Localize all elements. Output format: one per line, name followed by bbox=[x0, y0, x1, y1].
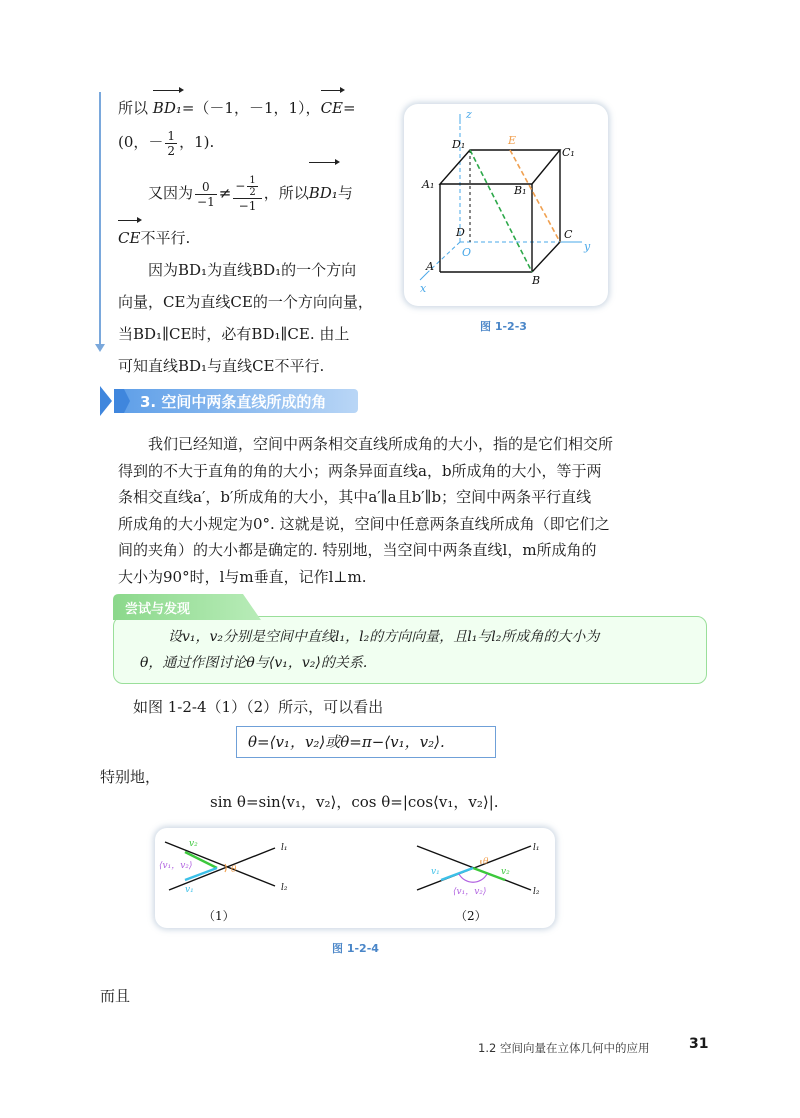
text: ，1). bbox=[179, 133, 215, 151]
text: = bbox=[343, 99, 356, 117]
section-banner bbox=[100, 386, 360, 416]
solution-line-6: 向量，CE为直线CE的一个方向向量， bbox=[118, 293, 373, 311]
label-v2: v₂ bbox=[189, 839, 198, 849]
vector-bd1: BD₁ bbox=[309, 160, 338, 222]
text: (0， bbox=[118, 133, 149, 151]
inner-fraction bbox=[247, 175, 257, 198]
text: 所以 bbox=[118, 99, 149, 117]
label-o: O bbox=[462, 246, 472, 259]
text: － bbox=[148, 133, 164, 151]
label-a: A bbox=[426, 260, 434, 273]
margin-rule bbox=[99, 92, 101, 350]
try-discover-text bbox=[140, 624, 696, 676]
label-c1: C₁ bbox=[562, 146, 575, 159]
label-angle-pair: ⟨v₁，v₂⟩ bbox=[159, 861, 193, 871]
text: ≠ bbox=[218, 184, 232, 202]
subcaption-1: （1） bbox=[203, 909, 235, 923]
label-theta: θ bbox=[483, 857, 489, 867]
label-l1: l₁ bbox=[281, 843, 288, 853]
intro-line: 如图 1-2-4（1）（2）所示，可以看出 bbox=[133, 698, 384, 716]
vector-v1 bbox=[441, 868, 473, 880]
numerator: 0 bbox=[195, 180, 217, 195]
text: − bbox=[235, 179, 246, 193]
solution-line-4 bbox=[118, 218, 403, 254]
label-l1: l₁ bbox=[533, 843, 540, 853]
tab-label: 尝试与发现 bbox=[125, 602, 191, 617]
edge-bc bbox=[532, 242, 560, 272]
paragraph-line: 间的夹角）的大小都是确定的. 特别地，当空间中两条直线l，m所成角的 bbox=[118, 541, 597, 560]
fraction-b bbox=[233, 175, 261, 213]
fraction-a bbox=[195, 180, 217, 209]
closing-line: 而且 bbox=[100, 987, 131, 1005]
paragraph-line: 所成角的大小规定为0°. 这就是说，空间中任意两条直线所成角（即它们之 bbox=[118, 514, 610, 533]
paragraph-line: 条相交直线a′，b′所成角的大小，其中a′∥a且b′∥b；空间中两条平行直线 bbox=[118, 488, 592, 507]
text: ，所以 bbox=[263, 184, 309, 202]
try-discover-tab bbox=[113, 594, 263, 620]
paragraph-line: 得到的不大于直角的角的大小；两条异面直线a，b所成角的大小，等于两 bbox=[118, 461, 602, 480]
figure-1-2-4-card bbox=[155, 828, 555, 928]
denominator: 2 bbox=[249, 187, 256, 198]
label-v2: v₂ bbox=[501, 867, 510, 877]
solution-line-2 bbox=[118, 124, 403, 160]
solution-line-1 bbox=[118, 88, 403, 124]
subcaption-2: （2） bbox=[455, 909, 487, 923]
text: 又因为 bbox=[148, 184, 194, 202]
label-l2: l₂ bbox=[281, 883, 288, 893]
denominator: −1 bbox=[238, 199, 257, 213]
text: 与 bbox=[337, 184, 353, 202]
label-theta: θ bbox=[231, 865, 237, 875]
axis-x bbox=[420, 272, 428, 280]
numerator: 1 bbox=[249, 175, 256, 186]
formula-sin-cos: sin θ=sin⟨v₁，v₂⟩，cos θ=|cos⟨v₁，v₂⟩|. bbox=[210, 793, 499, 811]
label-a1: A₁ bbox=[422, 178, 435, 191]
label-d1: D₁ bbox=[452, 138, 466, 151]
label-x: x bbox=[420, 282, 427, 295]
diagram-2 bbox=[417, 843, 540, 897]
numerator bbox=[233, 175, 261, 199]
solution-line-3 bbox=[118, 160, 403, 218]
try-line-2: θ，通过作图讨论θ与⟨v₁，v₂⟩的关系. bbox=[140, 655, 368, 671]
label-b1: B₁ bbox=[514, 184, 527, 197]
vector-bd1: BD₁ bbox=[153, 88, 182, 124]
solution-line-5: 因为BD₁为直线BD₁的一个方向 bbox=[148, 261, 357, 279]
special-line: 特别地， bbox=[100, 768, 161, 786]
figure-caption: 图 1-2-3 bbox=[480, 320, 527, 333]
label-v1: v₁ bbox=[431, 867, 440, 877]
try-line-1: 设v₁，v₂分别是空间中直线l₁，l₂的方向向量，且l₁与l₂所成角的大小为 bbox=[168, 629, 600, 645]
cube-diagram bbox=[404, 104, 608, 306]
label-z: z bbox=[466, 108, 472, 121]
angle-diagrams bbox=[155, 828, 555, 928]
label-b: B bbox=[532, 274, 541, 287]
figure-1-2-3-card bbox=[404, 104, 608, 306]
angle-pair-arc bbox=[459, 874, 487, 882]
paragraph-line: 我们已经知道，空间中两条相交直线所成角的大小，指的是它们相交所 bbox=[148, 435, 614, 453]
text: =（－1，－1，1）， bbox=[181, 99, 321, 117]
diagonal-bd1 bbox=[470, 150, 532, 272]
denominator: 2 bbox=[167, 143, 176, 158]
diagram-1 bbox=[159, 839, 288, 895]
fraction-half bbox=[165, 129, 177, 158]
label-e: E bbox=[508, 134, 517, 147]
numerator: 1 bbox=[167, 128, 176, 143]
footer-section: 1.2 空间向量在立体几何中的应用 bbox=[478, 1041, 650, 1055]
vector-ce: CE bbox=[321, 88, 343, 124]
label-y: y bbox=[584, 240, 591, 253]
label-l2: l₂ bbox=[533, 887, 540, 897]
solution-line-7: 当BD₁∥CE时，必有BD₁∥CE. 由上 bbox=[118, 325, 350, 343]
formula-theta: θ=⟨v₁，v₂⟩或θ=π−⟨v₁，v₂⟩. bbox=[248, 733, 445, 751]
label-d: D bbox=[456, 226, 465, 239]
section-title: 3. 空间中两条直线所成的角 bbox=[140, 393, 327, 411]
label-v1: v₁ bbox=[185, 885, 194, 895]
solution-block bbox=[118, 88, 403, 382]
label-c: C bbox=[564, 228, 573, 241]
text: 不平行. bbox=[140, 229, 191, 247]
paragraph-line: 大小为90°时，l与m垂直，记作l⊥m. bbox=[118, 567, 367, 586]
margin-rule-arrow bbox=[95, 344, 105, 352]
label-angle-pair: ⟨v₁，v₂⟩ bbox=[453, 887, 487, 897]
top-face bbox=[440, 150, 560, 184]
page-number: 31 bbox=[689, 1036, 709, 1052]
vector-ce: CE bbox=[118, 218, 140, 254]
main-paragraph bbox=[118, 431, 678, 591]
figure-caption: 图 1-2-4 bbox=[332, 942, 379, 955]
denominator: −1 bbox=[197, 194, 215, 209]
solution-line-8: 可知直线BD₁与直线CE不平行. bbox=[118, 357, 325, 375]
